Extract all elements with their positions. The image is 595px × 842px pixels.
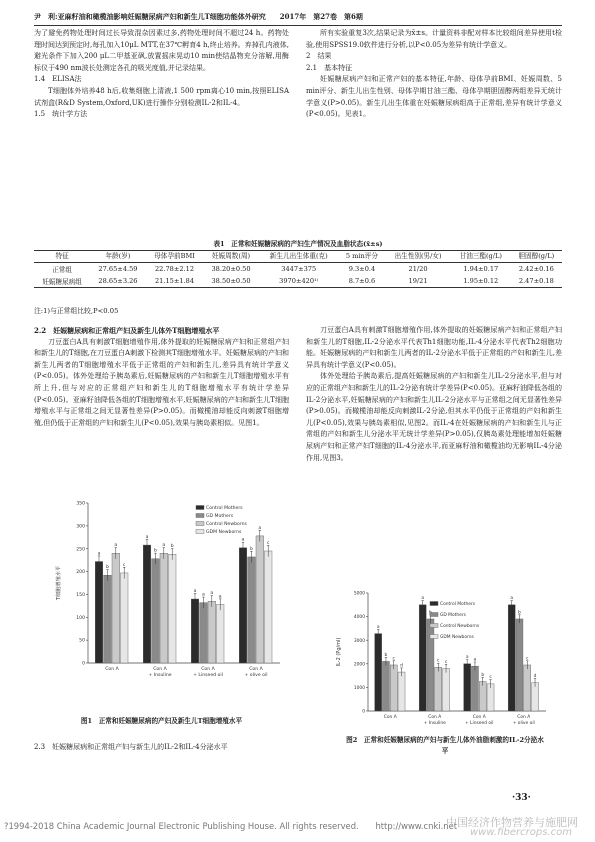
- table-body: [34, 263, 562, 288]
- bar: [375, 634, 382, 711]
- bar: [532, 683, 539, 711]
- table-header-row: [34, 251, 562, 263]
- section-heading: 2.3 妊娠糖尿病和正常组产妇与新生儿的IL-2和IL-4分泌水平: [34, 743, 228, 751]
- bar: [443, 669, 450, 711]
- table-header-cell: 甘油三酯(g/L): [451, 251, 511, 263]
- x-tick-label: Con A: [105, 667, 119, 672]
- significance-label: a: [241, 537, 245, 543]
- bar: [248, 557, 256, 663]
- x-tick-label: + olive oil: [244, 673, 268, 678]
- watermark: 中国经济作物营养与施肥网: [446, 816, 578, 829]
- significance-label: a: [114, 543, 118, 549]
- section-heading: 1.4 ELISA法: [34, 75, 82, 84]
- section-heading: 2.2 妊娠糖尿病和正常组产妇及新生儿体外T细胞增殖水平: [34, 326, 220, 335]
- paragraph: T细胞体外培养48 h后,收集细胞上清液,1 500 rpm离心10 min,按照ELISA试剂盒(R&D System,Oxford,UK)进行操作分别检测IL-2和IL-4。: [34, 86, 289, 107]
- significance-label: b: [153, 548, 157, 554]
- significance-label: a: [258, 525, 262, 531]
- table-header-cell: 母体孕前BMI: [146, 251, 203, 263]
- running-header: 尹 利:亚麻籽油和橄榄油影响妊娠糖尿病产妇和新生儿T细胞功能体外研究 2017年 第27卷 第6期: [34, 12, 562, 26]
- section-heading-2-3: [34, 742, 289, 754]
- bar: [419, 605, 426, 711]
- y-tick-label: 2000: [353, 662, 365, 668]
- bar: [95, 562, 103, 663]
- table-header-cell: 胆固醇(g/L): [511, 251, 562, 263]
- significance-label: b: [170, 544, 174, 550]
- figure-1-chart: [46, 493, 286, 693]
- table-cell: 21/20: [408, 265, 428, 273]
- right-column-top: [306, 28, 562, 121]
- significance-label: a: [201, 592, 205, 598]
- x-tick-label: Con A: [517, 715, 531, 720]
- table-header-cell: 年龄(岁): [90, 251, 146, 263]
- bar: [239, 548, 247, 663]
- significance-label: b: [249, 546, 253, 552]
- bar: [168, 554, 176, 663]
- table-cell: 正常组: [52, 266, 72, 274]
- significance-label: a: [162, 543, 166, 549]
- bar: [464, 664, 471, 711]
- table-note: 注:1)与正常组比较,P<0.05: [34, 307, 119, 315]
- x-tick-label: Con A: [201, 667, 215, 672]
- significance-label: b: [518, 610, 521, 616]
- figure-1-caption: 图1 正常和妊娠糖尿病的产妇及新生儿T细胞增殖水平: [80, 717, 243, 725]
- significance-label: a: [465, 655, 469, 661]
- table-cell: 1.95±0.12: [451, 275, 511, 288]
- legend-swatch: [196, 506, 204, 510]
- legend-label: Control Mothers: [206, 506, 243, 511]
- watermark-url: www.fibercrops.com: [470, 827, 572, 838]
- bar: [120, 573, 128, 663]
- paragraph: 体外处理给予胰岛素后,提高妊娠糖尿病的产妇和新生儿IL-2分泌水平,但与对应的正常组产妇和新生儿的IL-2分泌有统计学差异(P<0.05)。亚麻籽油降低各组的IL-2分泌水平,妊娠糖尿病的产妇和新生儿IL-2分泌水平与正常组之间无显著性差异(P>0.05)。而橄榄油却能反向刺激IL-2分泌,但其水平仍低于正常组的产妇和新生儿(P<0.05),效果与胰岛素相似,见图2。而IL-4在妊娠糖尿病的产妇和新生儿与正常组的产妇和新生儿分泌水平无统计学差异(P>0.05),仅胰岛素处理能增加妊娠糖尿病产妇和正常产妇T细胞的IL-4分泌水平,而亚麻籽油和橄榄油均无影响IL-4分泌作用,见图3。: [306, 372, 562, 462]
- table-cell: 3447±375: [281, 265, 317, 273]
- bar: [112, 553, 120, 663]
- bar: [479, 682, 486, 712]
- bar: [143, 545, 151, 663]
- y-tick-label: 0: [362, 709, 365, 715]
- table-cell: 38.20±0.50: [211, 265, 251, 273]
- legend-label: Control Newborns: [206, 522, 247, 527]
- x-tick-label: + Linseed oil: [464, 721, 494, 726]
- bar: [191, 599, 199, 663]
- bar: [516, 619, 523, 711]
- bar: [152, 559, 160, 663]
- legend-swatch: [196, 514, 204, 518]
- y-tick-label: 4000: [353, 615, 365, 621]
- copyright-text: ?1994-2018 China Academic Journal Electronic Publishing House. All rights reserved. http://www.cnki.net: [4, 821, 458, 831]
- legend-swatch: [430, 602, 438, 606]
- legend-swatch: [430, 624, 438, 628]
- table-cell: 2.47±0.18: [511, 275, 562, 288]
- significance-label: d: [400, 663, 403, 669]
- x-tick-label: + Insuline: [423, 721, 446, 726]
- significance-label: a: [473, 657, 477, 663]
- significance-label: c: [489, 675, 492, 681]
- bar: [398, 672, 405, 711]
- y-tick-label: 3000: [353, 638, 365, 644]
- left-column-mid: [34, 325, 289, 429]
- bar: [427, 619, 434, 711]
- y-tick-label: 100: [76, 615, 85, 621]
- bar: [390, 665, 397, 711]
- legend-label: Control Newborns: [440, 624, 480, 629]
- table-header-cell: 新生儿出生体重(克): [259, 251, 339, 263]
- table-cell: 28.65±3.26: [90, 275, 146, 288]
- y-tick-label: 150: [76, 593, 85, 599]
- legend-label: Control Mothers: [440, 602, 476, 607]
- bar: [471, 666, 478, 711]
- significance-label: a: [193, 588, 197, 594]
- x-tick-label: + Linseed oil: [193, 673, 223, 678]
- right-column-mid: [306, 325, 562, 464]
- table-row: [34, 275, 562, 288]
- table-row: [34, 263, 562, 276]
- table-header-cell: 5 min评分: [339, 251, 386, 263]
- table-cell: 9.3±0.4: [348, 265, 376, 273]
- legend-swatch: [196, 522, 204, 526]
- table-cell: 妊娠糖尿病组: [34, 275, 90, 288]
- y-tick-label: 50: [79, 638, 85, 644]
- section-heading: 2 结果: [306, 52, 332, 61]
- significance-label: c: [444, 659, 448, 665]
- x-tick-label: + Insuline: [148, 673, 172, 678]
- figure-2-caption: 图2 正常和妊娠糖尿病的产妇与新生儿体外油脂刺激的IL-2分泌水平: [346, 736, 544, 755]
- left-column-top: [34, 28, 289, 121]
- x-tick-label: Con A: [153, 667, 167, 672]
- x-tick-label: + olive oil: [512, 721, 535, 726]
- section-heading: 2.1 基本特征: [306, 63, 353, 72]
- bar: [524, 665, 531, 711]
- legend-label: GDM Newborns: [440, 635, 474, 640]
- y-tick-label: 1000: [353, 686, 365, 691]
- paragraph: 刀豆蛋白A具有刺激T细胞增殖作用,体外提取的妊娠糖尿病产妇和正常组产妇和新生儿的T细胞,在刀豆蛋白A刺激下检测其T细胞增殖水平。妊娠糖尿病的产妇和新生儿两者的T细胞增殖水平低于正常组的产妇和新生儿,差异具有统计学意义(P<0.05)。体外处理给予胰岛素后,妊娠糖尿病的产妇和新生儿T细胞增殖水平有所上升,但与对应的正常组产妇和新生儿的T细胞增殖水平有统计学差异(P<0.05)。亚麻籽油降低各组的T细胞增殖水平,妊娠糖尿病的产妇和新生儿T细胞增殖水平与正常组之间无显著性差异(P>0.05)。而橄榄油却能反向刺激T细胞增殖,但仍低于正常组的产妇和新生儿(P<0.05),效果与胰岛素相似。见图1。: [34, 337, 289, 427]
- bar: [200, 603, 208, 663]
- bar: [508, 605, 515, 711]
- paragraph: 妊娠糖尿病产妇和正常产妇的基本特征,年龄、母体孕前BMI、妊娠周数、5 min评分、新生儿出生性别、母体孕期甘油三酯、母体孕期胆固醇两组差异无统计学意义(P>0.05)。新生儿出生体重在妊娠糖尿病组高于正常组,差异有统计学意义(P<0.05)。见表1。: [306, 75, 562, 119]
- paragraph: 所有实验重复3次,结果记录为x̄±s。计量资料非配对样本比较组间差异使用t检验,使用SPSS19.0软件进行分析,以P<0.05为差异有统计学意义。: [306, 29, 562, 49]
- table-1: [34, 250, 562, 288]
- x-tick-label: Con A: [472, 715, 486, 720]
- significance-label: b: [481, 672, 485, 678]
- page-number: ·33·: [512, 793, 531, 803]
- legend-swatch: [430, 635, 438, 639]
- table-cell: 1.94±0.17: [463, 265, 499, 273]
- significance-label: b: [384, 652, 388, 658]
- table-header-cell: 特征: [34, 251, 90, 263]
- section-heading: 1.5 统计学方法: [34, 110, 88, 119]
- legend-label: GDM Newborns: [206, 530, 242, 535]
- y-tick-label: 5000: [353, 591, 365, 597]
- significance-label: c: [122, 562, 126, 568]
- table-header-cell: 出生性别(男/女): [385, 251, 451, 263]
- table-caption: 表1 正常和妊娠糖尿病的产妇生产情况及血脂状态(x̄±s): [213, 240, 383, 248]
- legend-label: GD Mothers: [440, 613, 466, 618]
- significance-label: c: [266, 540, 270, 546]
- y-tick-label: 250: [76, 547, 85, 553]
- bar: [104, 575, 112, 663]
- table-header-cell: 妊娠周数(周): [203, 251, 259, 263]
- legend-swatch: [430, 613, 438, 617]
- bar: [216, 604, 224, 663]
- significance-label: a: [510, 596, 514, 602]
- y-tick-label: 350: [76, 501, 85, 507]
- legend-swatch: [196, 530, 204, 534]
- paragraph: 为了避免药物处理时间过长导致混杂因素过多,药物处理时间不超过24 h。药物处理时间达到预定时,每孔加入10μL MTT,在37℃孵育4 h,终止培养。弃掉孔内液体,避光条件下加入200 μL二甲基亚砜,放置摇床晃动10 min使结晶物充分溶解,用酶标仪于490 nm波长处测定各孔的吸光度值,并记录结果。: [34, 29, 289, 72]
- significance-label: c: [437, 658, 440, 664]
- significance-label: c: [392, 656, 395, 662]
- table-cell: 2.42±0.16: [518, 265, 554, 273]
- bar: [264, 551, 272, 663]
- x-tick-label: Con A: [383, 715, 397, 720]
- table-cell: 38.50±0.50: [203, 275, 259, 288]
- table-cell: 27.65±4.59: [98, 265, 138, 273]
- significance-label: a: [218, 594, 222, 600]
- table-cell: 8.7±0.6: [339, 275, 386, 288]
- table-cell: 3970±420¹⁾: [259, 275, 339, 288]
- y-tick-label: 0: [82, 661, 85, 667]
- legend-label: GD Mothers: [206, 514, 234, 519]
- table-cell: 19/21: [385, 275, 451, 288]
- significance-label: a: [97, 551, 101, 557]
- y-axis-label: T细胞增殖水平: [56, 565, 62, 601]
- y-tick-label: 300: [76, 524, 85, 530]
- bar: [256, 536, 264, 663]
- figure-2-chart: [330, 585, 550, 735]
- x-tick-label: Con A: [249, 667, 263, 672]
- x-tick-label: Con A: [428, 715, 442, 720]
- bar: [160, 553, 168, 663]
- y-tick-label: 200: [76, 570, 85, 576]
- significance-label: a: [376, 624, 380, 630]
- paragraph: 刀豆蛋白A具有刺激T细胞增殖作用,体外提取的妊娠糖尿病产妇和正常组产妇和新生儿的T细胞,IL-2分泌水平代表Th1细胞功能,IL-4分泌水平代表Th2细胞功能。妊娠糖尿病的产妇和新生儿两者的IL-2分泌水平低于正常组的产妇和新生儿,差异具有统计学意义(P<0.05)。: [306, 326, 562, 369]
- y-axis-label: IL-2 (Pg/ml): [336, 637, 342, 667]
- bar: [208, 601, 216, 663]
- significance-label: c: [526, 656, 529, 662]
- bar: [382, 661, 389, 711]
- bar: [435, 667, 442, 711]
- significance-label: d: [533, 674, 537, 680]
- table-cell: 21.15±1.84: [146, 275, 203, 288]
- significance-label: b: [105, 565, 109, 571]
- significance-label: a: [421, 596, 425, 602]
- table-cell: 22.78±2.12: [154, 265, 195, 273]
- significance-label: a: [210, 591, 214, 597]
- significance-label: a: [145, 534, 149, 540]
